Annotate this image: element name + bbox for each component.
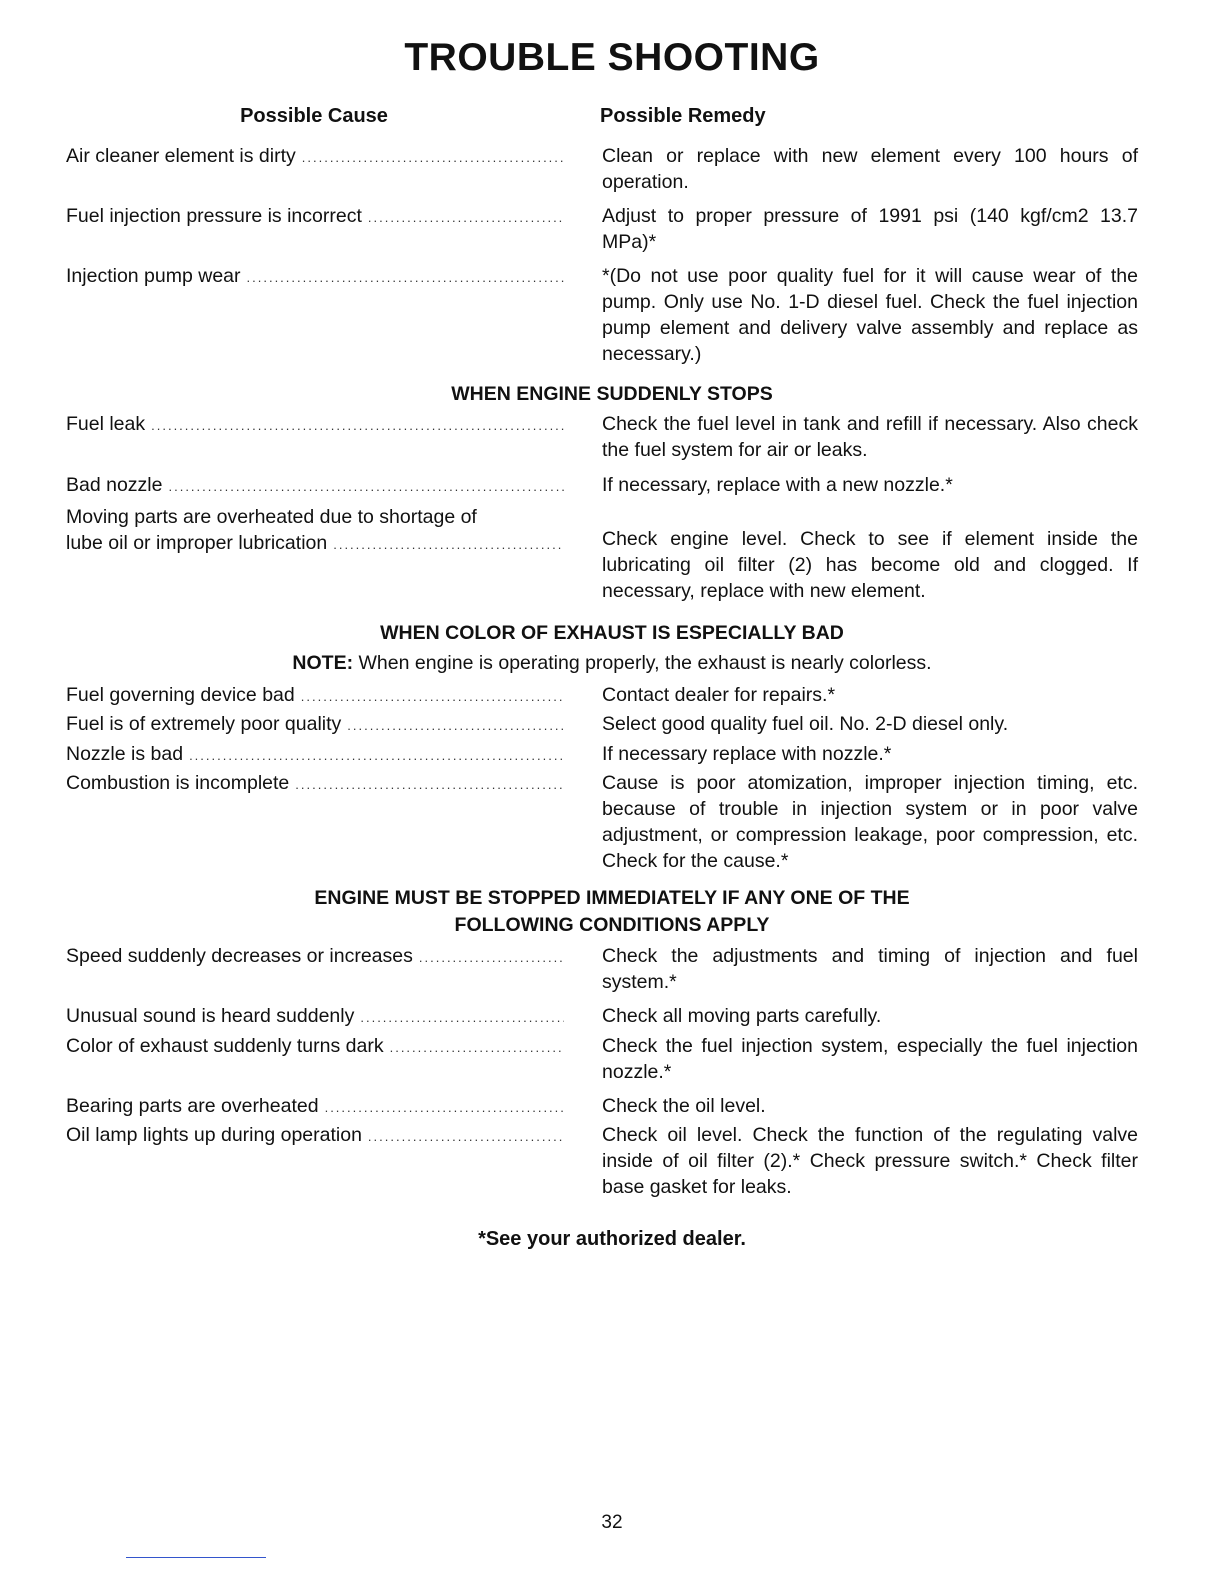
remedy-cell: Check oil level. Check the function of the regulating valve inside of oil filter (2).* Check pressure switch.* Check filter base gasket for leaks. bbox=[602, 1124, 1138, 1198]
cause-cell: Combustion is incomplete ..... bbox=[66, 770, 564, 798]
remedy-cell: Check the oil level. bbox=[602, 1095, 766, 1117]
section-heading-exhaust: WHEN COLOR OF EXHAUST IS ESPECIALLY BAD bbox=[380, 622, 844, 644]
section-heading-suddenly-stops: WHEN ENGINE SUDDENLY STOPS bbox=[451, 383, 773, 405]
remedy-cell: Check the fuel level in tank and refill if necessary. Also check the fuel system for air or leaks. bbox=[602, 413, 1138, 461]
cause-cell: Moving parts are overheated due to shortage of lube oil or improper lubrication ..... bbox=[66, 504, 564, 558]
remedy-cell: Check engine level. Check to see if element inside the lubricating oil filter (2) has become old and clogged. If necessary, replace with new element. bbox=[602, 528, 1138, 602]
dealer-footnote: *See your authorized dealer. bbox=[478, 1228, 746, 1250]
cause-cell: Fuel leak ..... bbox=[66, 411, 564, 439]
cause-cell: Unusual sound is heard suddenly ..... bbox=[66, 1003, 564, 1031]
remedy-cell: Cause is poor atomization, improper injection timing, etc. because of trouble in injection system or in poor valve adjustment, or compression leakage, poor compression, etc. Check for the cause.* bbox=[602, 772, 1138, 872]
note-text: NOTE: When engine is operating properly, the exhaust is nearly colorless. bbox=[292, 652, 932, 674]
cause-cell: Injection pump wear ..... bbox=[66, 263, 564, 291]
remedy-cell: Clean or replace with new element every 100 hours of operation. bbox=[602, 145, 1138, 193]
page-number: 32 bbox=[601, 1512, 623, 1533]
remedy-cell: Check the adjustments and timing of injection and fuel system.* bbox=[602, 945, 1138, 993]
remedy-cell: Contact dealer for repairs.* bbox=[602, 684, 836, 706]
remedy-cell: Adjust to proper pressure of 1991 psi (140 kgf/cm2 13.7 MPa)* bbox=[602, 205, 1138, 253]
remedy-cell: Check all moving parts carefully. bbox=[602, 1005, 882, 1027]
possible-remedy-header: Possible Remedy bbox=[600, 105, 766, 127]
remedy-cell: If necessary replace with nozzle.* bbox=[602, 743, 892, 765]
cause-cell: Speed suddenly decreases or increases ..... bbox=[66, 943, 564, 971]
remedy-cell: *(Do not use poor quality fuel for it will cause wear of the pump. Only use No. 1-D diesel fuel. Check the fuel injection pump element and delivery valve assembly and replace as necessary.) bbox=[602, 265, 1138, 365]
possible-cause-header: Possible Cause bbox=[240, 105, 388, 127]
remedy-cell: If necessary, replace with a new nozzle.* bbox=[602, 474, 953, 496]
remedy-cell: Check the fuel injection system, especially the fuel injection nozzle.* bbox=[602, 1035, 1138, 1083]
page-title: TROUBLE SHOOTING bbox=[404, 36, 820, 79]
cause-cell: Color of exhaust suddenly turns dark ..... bbox=[66, 1033, 564, 1061]
bottom-rule bbox=[126, 1557, 266, 1558]
cause-cell: Fuel is of extremely poor quality ..... bbox=[66, 711, 564, 739]
cause-cell: Bearing parts are overheated ..... bbox=[66, 1093, 564, 1121]
remedy-cell: Select good quality fuel oil. No. 2-D diesel only. bbox=[602, 713, 1009, 735]
cause-cell: Air cleaner element is dirty ..... bbox=[66, 143, 564, 171]
cause-cell: Bad nozzle ..... bbox=[66, 472, 564, 500]
cause-cell: Fuel injection pressure is incorrect ..... bbox=[66, 203, 564, 231]
cause-cell: Nozzle is bad ..... bbox=[66, 741, 564, 769]
cause-cell: Oil lamp lights up during operation ..... bbox=[66, 1122, 564, 1150]
cause-cell: Fuel governing device bad ..... bbox=[66, 682, 564, 710]
section-heading-stop-immediately: ENGINE MUST BE STOPPED IMMEDIATELY IF ANY ONE OF THE FOLLOWING CONDITIONS APPLY bbox=[314, 887, 910, 936]
